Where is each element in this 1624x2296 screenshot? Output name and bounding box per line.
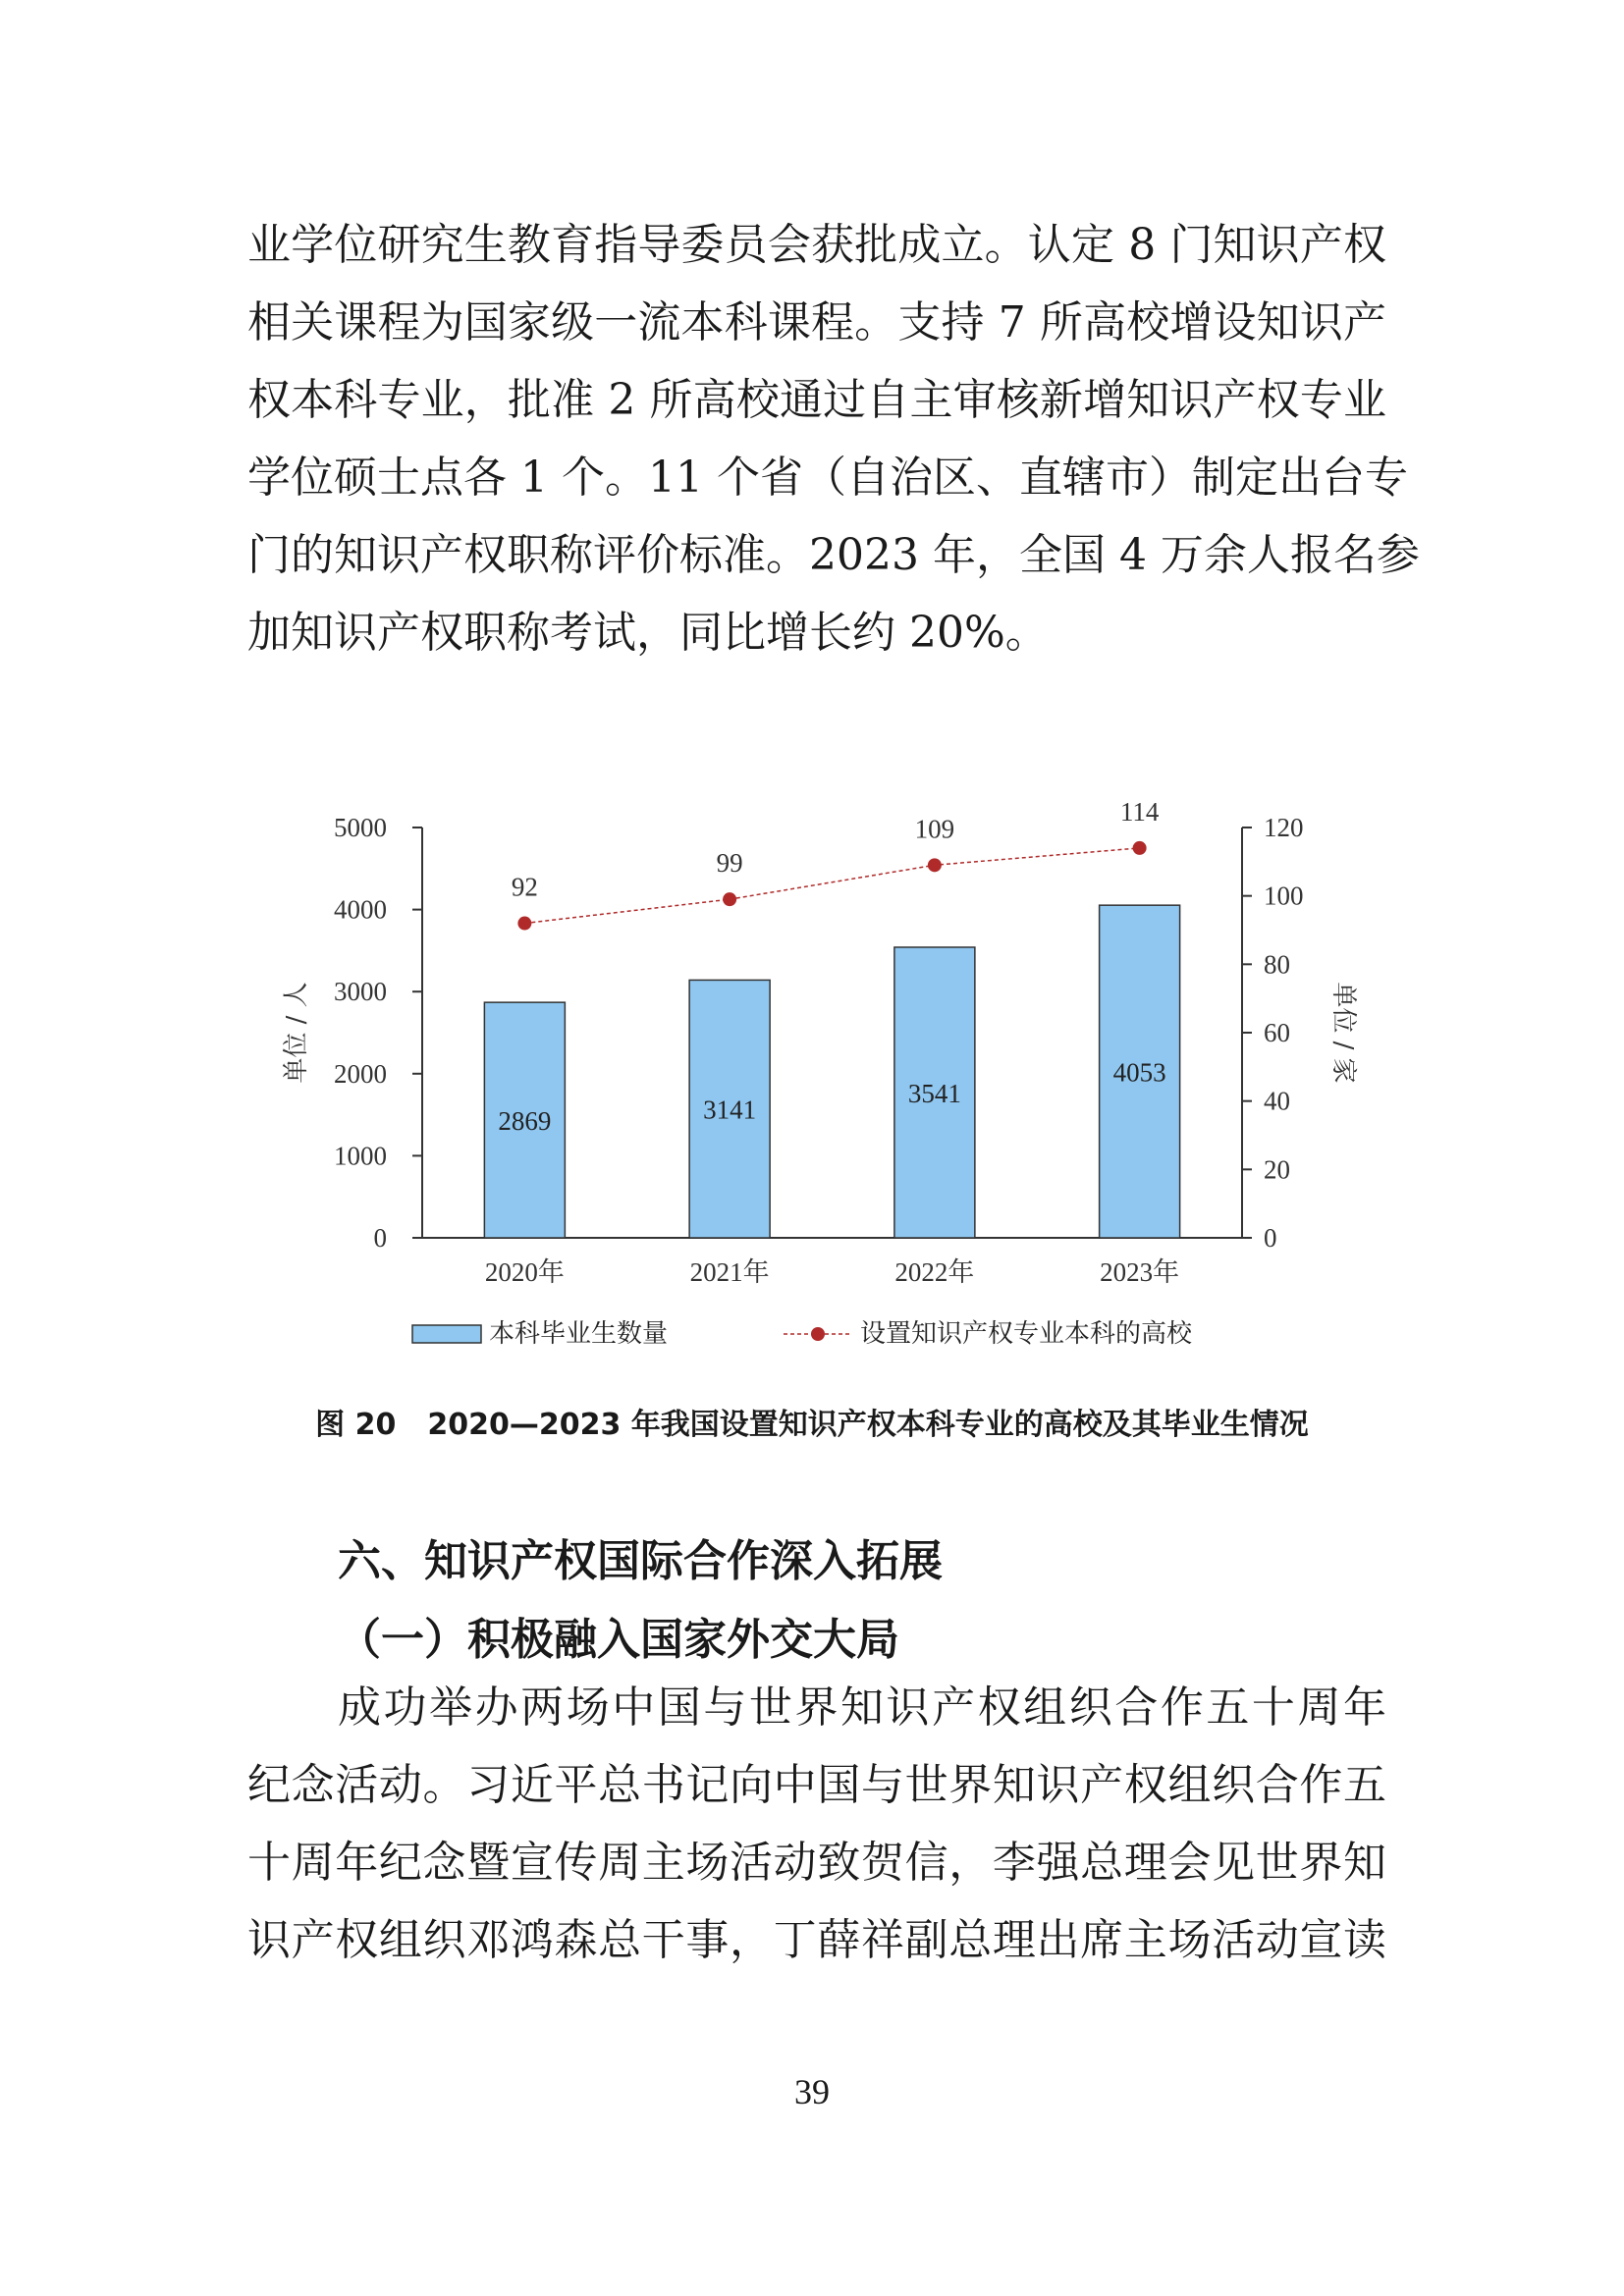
- text-line: 权本科专业，批准 2 所高校通过自主审核新增知识产权专业: [247, 375, 1386, 425]
- left-tick-label: 5000: [334, 813, 387, 842]
- right-axis-label: 单位 / 家: [1328, 982, 1358, 1084]
- bar-value-label: 4053: [1112, 1057, 1166, 1088]
- text-line: 成功举办两场中国与世界知识产权组织合作五十周年: [338, 1682, 1386, 1733]
- text-line: 加知识产权职称考试，同比增长约 20%。: [247, 608, 1049, 658]
- text-line: 相关课程为国家级一流本科课程。支持 7 所高校增设知识产: [247, 297, 1386, 347]
- left-y-axis: [282, 813, 422, 1253]
- line-value-label: 92: [511, 872, 538, 902]
- line-value-label: 109: [914, 814, 955, 844]
- left-tick-label: 1000: [334, 1141, 387, 1171]
- line-point: [1133, 841, 1147, 855]
- figure-number: 图 20: [315, 1408, 397, 1442]
- series-line: [524, 848, 1139, 924]
- right-tick-label: 40: [1264, 1086, 1290, 1116]
- paragraph-intro: [247, 206, 1420, 671]
- right-tick-label: 120: [1264, 813, 1304, 842]
- x-tick-label: 2020年: [484, 1257, 565, 1287]
- legend: [412, 1319, 1193, 1349]
- page-number: 39: [794, 2072, 830, 2111]
- text-line: 十周年纪念暨宣传周主场活动致贺信，李强总理会见世界知: [247, 1838, 1386, 1888]
- text-line: 纪念活动。习近平总书记向中国与世界知识产权组织合作五: [247, 1760, 1386, 1810]
- legend-bar-label: 本科毕业生数量: [489, 1319, 669, 1349]
- line-point: [517, 917, 531, 931]
- line-value-label: 99: [716, 848, 743, 879]
- section-subheading: （一）积极融入国家外交大局: [338, 1615, 899, 1665]
- left-axis-label: 单位 / 人: [282, 982, 311, 1084]
- legend-bar-swatch: [412, 1325, 481, 1343]
- bar-value-label: 3541: [907, 1078, 961, 1108]
- legend-line-marker: [811, 1327, 825, 1341]
- combo-chart: [265, 780, 1365, 1369]
- right-tick-label: 100: [1264, 881, 1304, 911]
- right-tick-label: 80: [1264, 949, 1290, 980]
- text-line: 识产权组织邓鸿森总干事，丁薛祥副总理出席主场活动宣读: [247, 1915, 1386, 1965]
- right-tick-label: 60: [1264, 1018, 1290, 1047]
- right-tick-label: 20: [1264, 1154, 1290, 1185]
- text-line: 门的知识产权职称评价标准。2023 年，全国 4 万余人报名参: [247, 530, 1420, 580]
- x-tick-label: 2022年: [894, 1257, 975, 1287]
- section-heading: 六、知识产权国际合作深入拓展: [338, 1536, 943, 1586]
- legend-line-label: 设置知识产权专业本科的高校: [860, 1319, 1193, 1349]
- left-tick-label: 0: [373, 1223, 387, 1253]
- left-tick-label: 4000: [334, 894, 387, 925]
- paragraph-cooperation: [247, 1669, 1386, 1979]
- text-line: 学位硕士点各 1 个。11 个省（自治区、直辖市）制定出台专: [247, 453, 1408, 503]
- bar-value-label: 2869: [498, 1106, 552, 1137]
- right-tick-label: 0: [1264, 1223, 1277, 1253]
- x-tick-label: 2023年: [1100, 1257, 1180, 1287]
- bar-value-label: 3141: [703, 1095, 757, 1125]
- right-y-axis: [1242, 813, 1358, 1253]
- left-tick-label: 3000: [334, 977, 387, 1007]
- figure-caption-text: 2020—2023 年我国设置知识产权本科专业的高校及其毕业生情况: [427, 1408, 1309, 1442]
- figure-caption: [0, 1400, 1624, 1443]
- line-point: [723, 892, 736, 906]
- text-line: 业学位研究生教育指导委员会获批成立。认定 8 门知识产权: [247, 220, 1386, 270]
- line-value-label: 114: [1119, 796, 1160, 827]
- left-tick-label: 2000: [334, 1058, 387, 1089]
- line-point: [928, 858, 942, 872]
- x-tick-label: 2021年: [689, 1257, 770, 1287]
